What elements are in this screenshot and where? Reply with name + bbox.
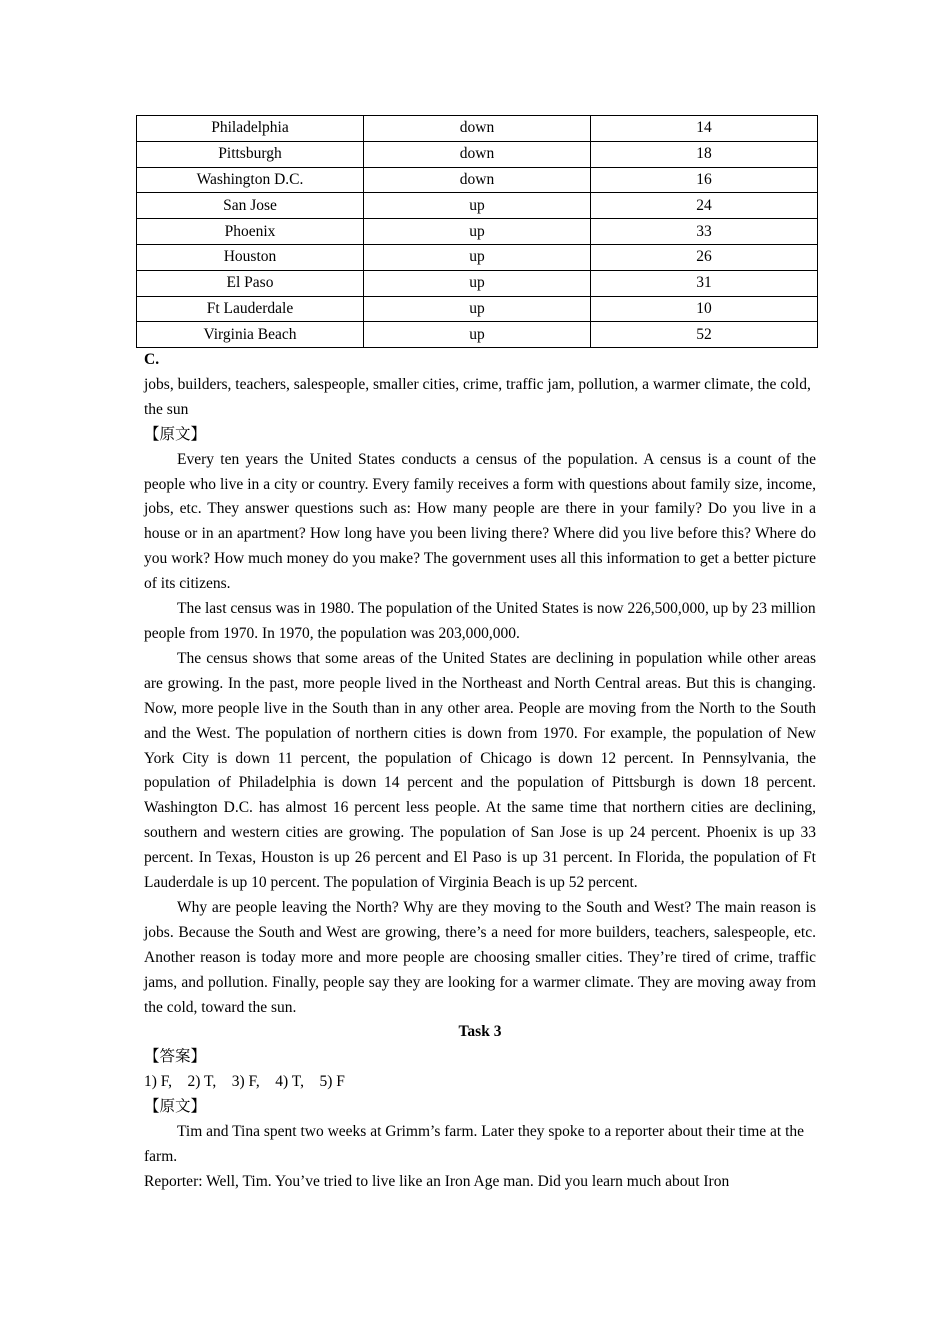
table-row	[137, 322, 818, 348]
direction-cell: down	[364, 167, 591, 193]
section-c-answer: jobs, builders, teachers, salespeople, smaller cities, crime, traffic jam, pollution, a warmer climate, the cold, the sun	[144, 375, 811, 418]
transcript-paragraph-2: The last census was in 1980. The population of the United States is now 226,500,000, up by 23 million people from 1970. In 1970, the population was 203,000,000.	[144, 600, 816, 642]
percent-cell: 52	[591, 322, 818, 348]
table-row	[137, 296, 818, 322]
table-row	[137, 219, 818, 245]
task3-transcript-paragraph-1: Tim and Tina spent two weeks at Grimm’s farm. Later they spoke to a reporter about their time at the farm.	[144, 1123, 805, 1165]
table-row	[137, 116, 818, 142]
table-row	[137, 193, 818, 219]
percent-cell: 24	[591, 193, 818, 219]
section-c-heading: C.	[144, 351, 160, 368]
percent-cell: 16	[591, 167, 818, 193]
direction-cell: up	[364, 193, 591, 219]
percent-cell: 14	[591, 116, 818, 142]
percent-cell: 10	[591, 296, 818, 322]
city-cell: Phoenix	[137, 219, 364, 245]
city-cell: San Jose	[137, 193, 364, 219]
city-cell: Virginia Beach	[137, 322, 364, 348]
direction-cell: down	[364, 116, 591, 142]
percent-cell: 18	[591, 141, 818, 167]
city-cell: Houston	[137, 244, 364, 270]
task3-answers: 1) F, 2) T, 3) F, 4) T, 5) F	[144, 1073, 345, 1091]
city-cell: Pittsburgh	[137, 141, 364, 167]
city-cell: Washington D.C.	[137, 167, 364, 193]
city-cell: Ft Lauderdale	[137, 296, 364, 322]
population-change-table	[136, 115, 818, 348]
table-row	[137, 270, 818, 296]
direction-cell: up	[364, 270, 591, 296]
table-row	[137, 167, 818, 193]
transcript-paragraph-1: Every ten years the United States conducts a census of the population. A census is a count of the people who live in a city or country. Every family receives a form with questions about family size, income, jobs, etc. They answer questions such as: How many people are there in your family? Do you live in a house or in an apartment? How long have you been living there? Where did you live before this? Where do you work? How much money do you make? The government uses all this information to get a better picture of its citizens.	[144, 450, 816, 593]
city-cell: El Paso	[137, 270, 364, 296]
table-row	[137, 141, 818, 167]
direction-cell: up	[364, 219, 591, 245]
direction-cell: up	[364, 244, 591, 270]
transcript-paragraph-4: Why are people leaving the North? Why are they moving to the South and West? The main reason is jobs. Because the South and West are growing, there’s a need for more builders, teachers, salespeople, etc. Another reason is today more and more people are choosing smaller cities. They’re tired of crime, traffic jams, and pollution. Finally, people say they are looking for a warmer climate. They are moving away from the cold, toward the sun.	[144, 898, 816, 1016]
task3-title: Task 3	[458, 1023, 502, 1041]
task3-transcript-heading: 【原文】	[144, 1098, 207, 1116]
percent-cell: 26	[591, 244, 818, 270]
transcript-heading: 【原文】	[144, 425, 207, 443]
document-body	[144, 348, 816, 1195]
percent-cell: 33	[591, 219, 818, 245]
direction-cell: down	[364, 141, 591, 167]
direction-cell: up	[364, 322, 591, 348]
task3-answer-heading: 【答案】	[144, 1048, 207, 1066]
task3-transcript-paragraph-2: Reporter: Well, Tim. You’ve tried to live like an Iron Age man. Did you learn much about Iron	[144, 1172, 730, 1190]
city-cell: Philadelphia	[137, 116, 364, 142]
direction-cell: up	[364, 296, 591, 322]
percent-cell: 31	[591, 270, 818, 296]
transcript-paragraph-3: The census shows that some areas of the United States are declining in population while other areas are growing. In the past, more people lived in the Northeast and North Central areas. But this is changing. Now, more people live in the South than in any other area. People are moving from the North to the South and the West. The population of northern cities is down from 1970. For example, the population of New York City is down 11 percent, the population of Chicago is down 12 percent. In Pennsylvania, the population of Philadelphia is down 14 percent and the population of Pittsburgh is down 18 percent. Washington D.C. has almost 16 percent less people. At the same time that northern cities are declining, southern and western cities are growing. The population of San Jose is up 24 percent. Phoenix is up 33 percent. In Texas, Houston is up 26 percent and El Paso is up 31 percent. In Florida, the population of Ft Lauderdale is up 10 percent. The population of Virginia Beach is up 52 percent.	[144, 649, 816, 892]
table-row	[137, 244, 818, 270]
